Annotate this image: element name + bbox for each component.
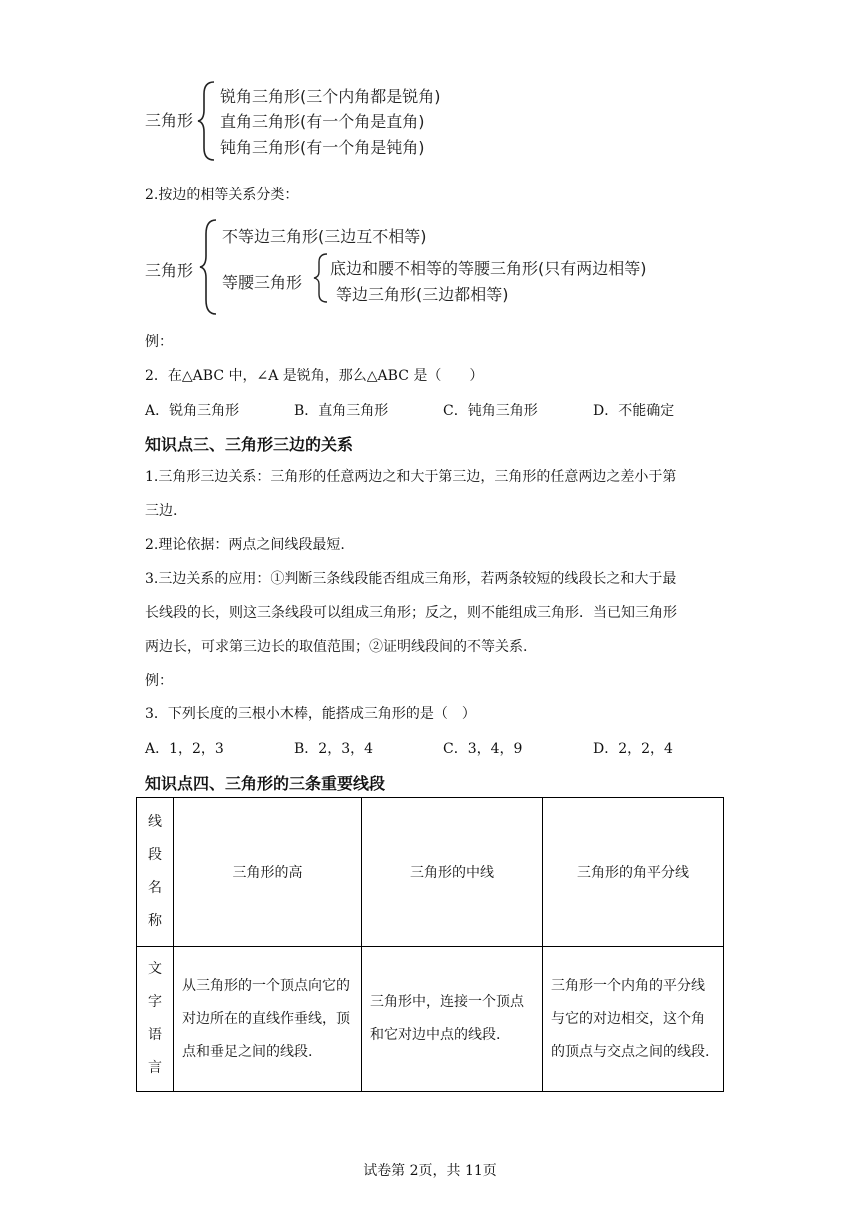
vertical-char: 字 — [148, 994, 162, 1010]
section-3-p3-line1: 3.三边关系的应用：①判断三条线段能否组成三角形，若两条较短的线段长之和大于最 — [145, 571, 677, 587]
angle-root-label: 三角形 — [145, 111, 194, 130]
vertical-char: 线 — [148, 814, 162, 830]
page-footer: 试卷第 2页，共 11页 — [363, 1163, 497, 1179]
section-3-title: 知识点三、三角形三边的关系 — [145, 435, 354, 454]
vertical-char: 言 — [148, 1060, 162, 1076]
cell-angle-bisector-text: 三角形一个内角的平分线与它的对边相交，这个角的顶点与交点之间的线段. — [543, 947, 724, 1092]
option-d: D．不能确定 — [593, 403, 675, 419]
brace-icon — [196, 80, 218, 162]
section-3-p1-line1: 1.三角形三边关系：三角形的任意两边之和大于第三边，三角形的任意两边之差小于第 — [145, 469, 677, 485]
table-row-label-name — [137, 798, 174, 947]
table-row-label-text — [137, 947, 174, 1092]
angle-item-acute: 锐角三角形(三个内角都是锐角) — [220, 87, 441, 106]
brace-icon — [312, 252, 330, 304]
angle-item-right: 直角三角形(有一个角是直角) — [220, 112, 425, 131]
side-item-isosceles: 等腰三角形 — [222, 273, 303, 292]
iso-item-equilateral: 等边三角形(三边都相等) — [336, 285, 509, 304]
side-item-scalene: 不等边三角形(三边互不相等) — [222, 227, 427, 246]
option-a: A．1，2，3 — [145, 741, 224, 757]
classify-by-side-title: 2.按边的相等关系分类： — [145, 187, 299, 203]
section-3-p1-line2: 三边. — [145, 503, 178, 519]
brace-icon — [198, 218, 220, 316]
vertical-char: 称 — [148, 913, 162, 929]
header-angle-bisector: 三角形的角平分线 — [543, 798, 724, 947]
cell-median-text: 三角形中，连接一个顶点和它对边中点的线段. — [362, 947, 543, 1092]
header-median: 三角形的中线 — [362, 798, 543, 947]
option-b: B．直角三角形 — [294, 403, 389, 419]
section-3-p3-line3: 两边长，可求第三边长的取值范围；②证明线段间的不等关系. — [145, 639, 528, 655]
option-b: B．2，3，4 — [294, 741, 374, 757]
segments-table — [136, 797, 724, 1092]
option-c: C．3，4，9 — [443, 741, 523, 757]
question-3: 3．下列长度的三根小木棒，能搭成三角形的是（ ） — [145, 706, 476, 722]
table-row — [137, 947, 724, 1092]
header-altitude: 三角形的高 — [174, 798, 362, 947]
vertical-char: 段 — [148, 847, 162, 863]
vertical-char: 语 — [148, 1027, 162, 1043]
section-3-p3-line2: 长线段的长，则这三条线段可以组成三角形；反之，则不能组成三角形．当已知三角形 — [145, 605, 677, 621]
section-4-title: 知识点四、三角形的三条重要线段 — [145, 774, 386, 793]
option-c: C．钝角三角形 — [443, 403, 538, 419]
option-d: D．2，2，4 — [593, 741, 673, 757]
angle-item-obtuse: 钝角三角形(有一个角是钝角) — [220, 138, 425, 157]
side-root-label: 三角形 — [145, 261, 194, 280]
cell-altitude-text: 从三角形的一个顶点向它的对边所在的直线作垂线，顶点和垂足之间的线段. — [174, 947, 362, 1092]
section-3-p2: 2.理论依据：两点之间线段最短. — [145, 537, 345, 553]
vertical-char: 文 — [148, 961, 162, 977]
vertical-char: 名 — [148, 880, 162, 896]
table-header-row — [137, 798, 724, 947]
question-2: 2．在△ABC 中，∠A 是锐角，那么△ABC 是（ ） — [145, 368, 484, 384]
example-label: 例： — [145, 673, 173, 689]
example-label: 例： — [145, 334, 173, 350]
option-a: A．锐角三角形 — [145, 403, 240, 419]
iso-item-not-equilateral: 底边和腰不相等的等腰三角形(只有两边相等) — [330, 259, 647, 278]
